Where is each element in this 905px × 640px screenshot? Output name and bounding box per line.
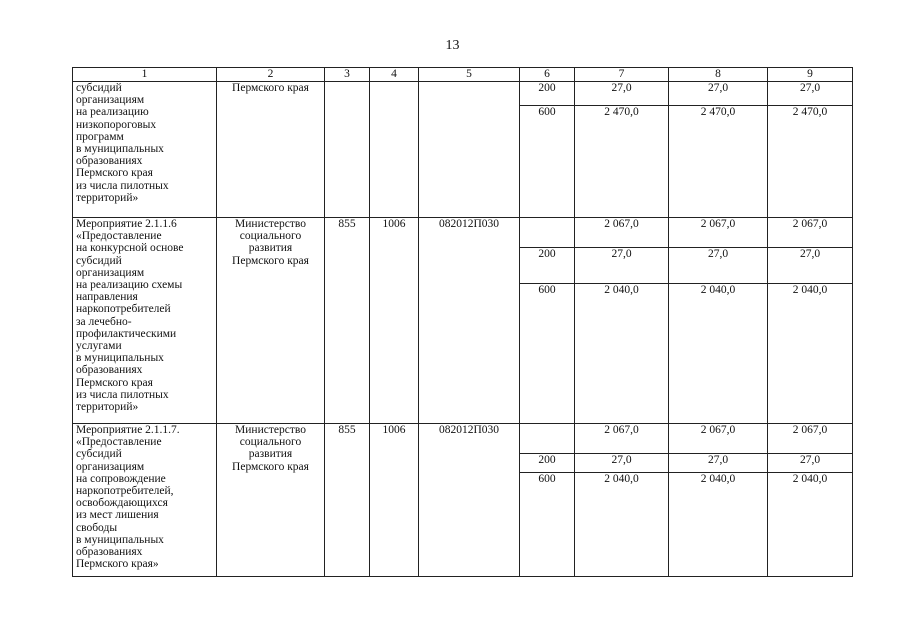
header-cell: 7 [575,68,669,82]
header-cell: 9 [768,68,853,82]
cell-amount-year2: 2 040,0 [669,284,768,424]
cell-amount-year1: 2 067,0 [575,424,669,454]
header-row [73,68,853,82]
cell-ministry-code [325,82,370,218]
cell-amount-year1: 2 470,0 [575,106,669,218]
header-cell: 8 [669,68,768,82]
cell-amount-year3: 2 067,0 [768,218,853,248]
responsible-agency: Министерство социального развития Пермского края [217,424,325,577]
cell-target-article: 082012П030 [419,424,520,577]
cell-expense-type [520,424,575,454]
header-cell: 6 [520,68,575,82]
header-cell: 3 [325,68,370,82]
cell-amount-year2: 27,0 [669,454,768,473]
cell-amount-year3: 2 470,0 [768,106,853,218]
cell-expense-type: 200 [520,82,575,106]
cell-expense-type: 200 [520,454,575,473]
cell-amount-year2: 27,0 [669,82,768,106]
cell-expense-type: 600 [520,284,575,424]
cell-target-article: 082012П030 [419,218,520,424]
cell-expense-type: 600 [520,473,575,577]
activity-description: субсидий организациям на реализацию низкопороговых программ в муниципальных образованиях Пермского края из числа пилотных территорий» [73,82,217,218]
cell-amount-year3: 27,0 [768,248,853,284]
cell-ministry-code: 855 [325,218,370,424]
table-row [73,82,853,106]
responsible-agency: Пермского края [217,82,325,218]
cell-expense-type: 200 [520,248,575,284]
cell-section-code [370,82,419,218]
cell-section-code: 1006 [370,424,419,577]
header-cell: 5 [419,68,520,82]
cell-target-article [419,82,520,218]
cell-amount-year1: 2 067,0 [575,218,669,248]
cell-amount-year3: 2 040,0 [768,284,853,424]
table-row [73,218,853,248]
cell-amount-year2: 2 040,0 [669,473,768,577]
cell-amount-year1: 2 040,0 [575,473,669,577]
header-cell: 2 [217,68,325,82]
cell-amount-year1: 27,0 [575,248,669,284]
table-row [73,424,853,454]
cell-amount-year2: 2 067,0 [669,424,768,454]
header-cell: 4 [370,68,419,82]
cell-amount-year2: 2 067,0 [669,218,768,248]
cell-ministry-code: 855 [325,424,370,577]
cell-amount-year2: 2 470,0 [669,106,768,218]
cell-amount-year3: 27,0 [768,454,853,473]
budget-table [72,67,853,577]
cell-amount-year1: 27,0 [575,82,669,106]
cell-expense-type: 600 [520,106,575,218]
cell-amount-year3: 2 040,0 [768,473,853,577]
activity-description: Мероприятие 2.1.1.7. «Предоставление субсидий организациям на сопровождение наркопотребителей, освобождающихся из мест лишения свободы в муниципальных образованиях Пермского края» [73,424,217,577]
cell-amount-year3: 27,0 [768,82,853,106]
cell-expense-type [520,218,575,248]
cell-amount-year2: 27,0 [669,248,768,284]
cell-amount-year3: 2 067,0 [768,424,853,454]
cell-section-code: 1006 [370,218,419,424]
cell-amount-year1: 27,0 [575,454,669,473]
responsible-agency: Министерство социального развития Пермского края [217,218,325,424]
page-number: 13 [445,38,460,53]
activity-description: Мероприятие 2.1.1.6 «Предоставление на конкурсной основе субсидий организациям на реализацию схемы направления наркопотребителей за лечебно- профилактическими услугами в муниципальных образованиях Пермского края из числа пилотных территорий» [73,218,217,424]
header-cell: 1 [73,68,217,82]
cell-amount-year1: 2 040,0 [575,284,669,424]
